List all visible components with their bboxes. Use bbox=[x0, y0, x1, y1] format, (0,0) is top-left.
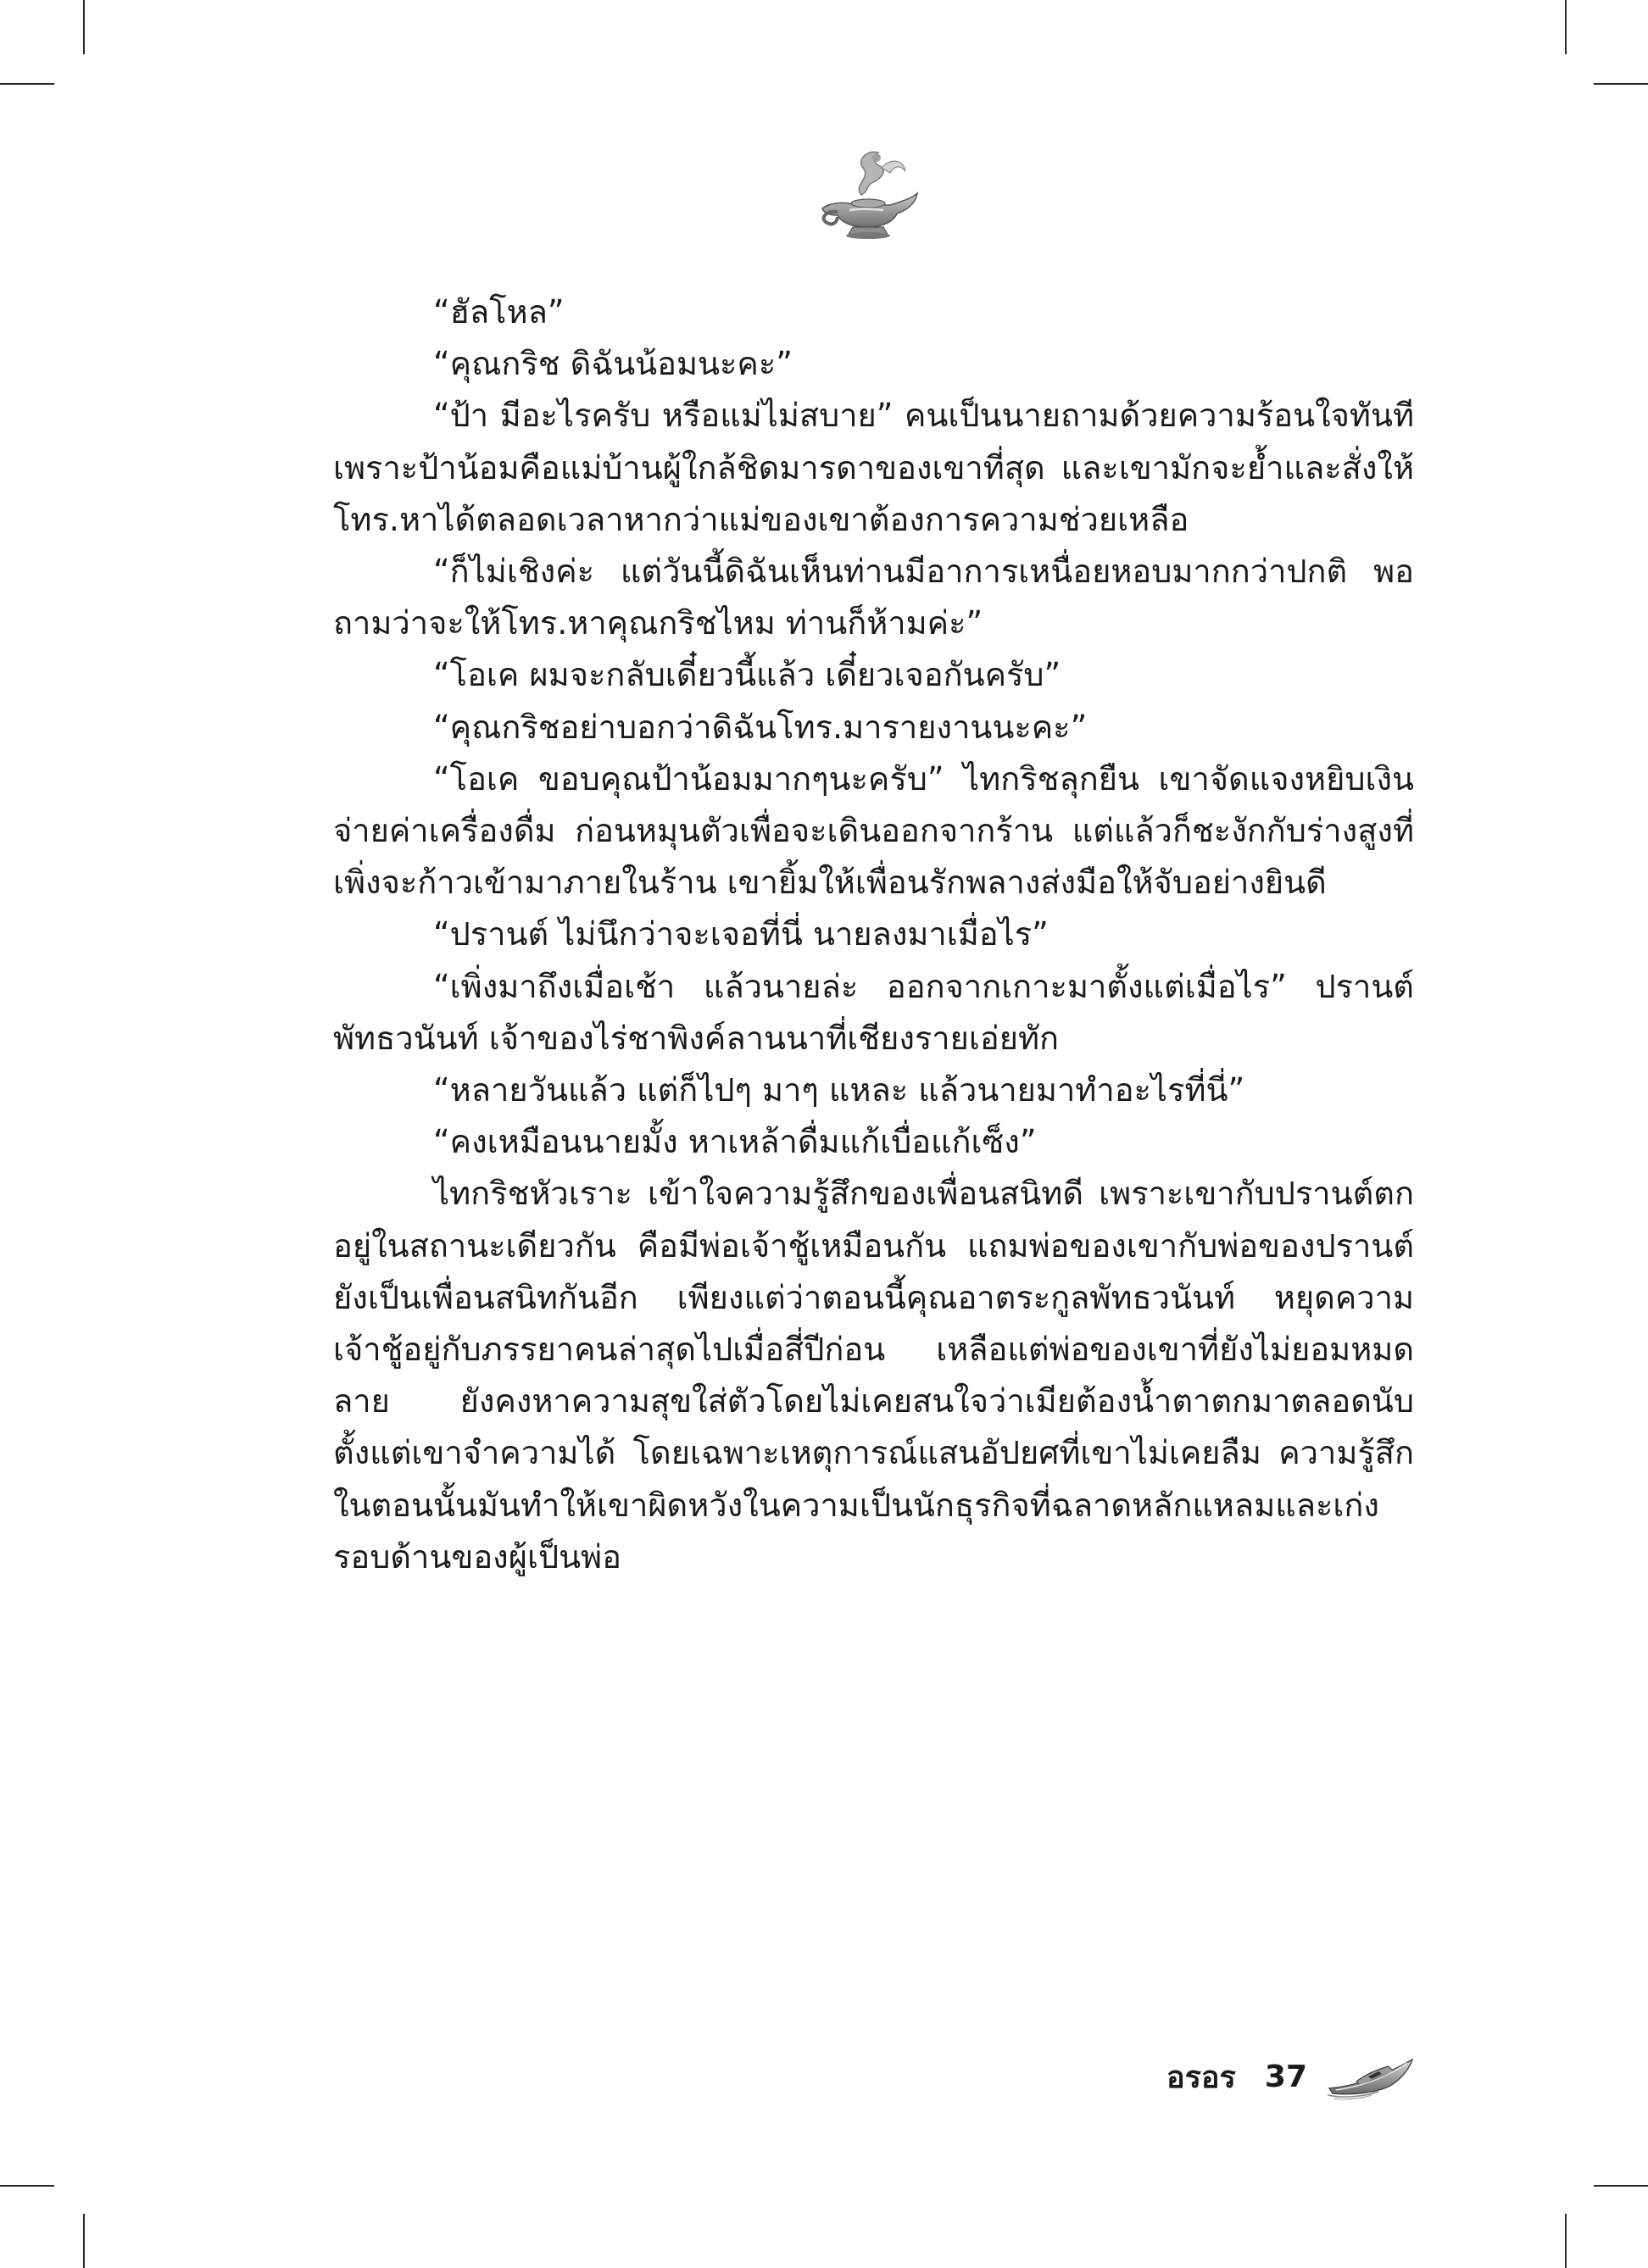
crop-mark bbox=[1565, 2214, 1567, 2268]
crop-mark bbox=[1594, 83, 1648, 85]
crop-mark bbox=[0, 83, 54, 85]
paragraph: “โอเค ผมจะกลับเดี๋ยวนี้แล้ว เดี๋ยวเจอกันครับ” bbox=[433, 656, 1061, 694]
paragraph: “คุณกริชอย่าบอกว่าดิฉันโทร.มารายงานนะคะ” bbox=[433, 708, 1088, 746]
paragraph: “ก็ไม่เชิงค่ะ แต่วันนี้ดิฉันเห็นท่านมีอาการเหนื่อยหอบมากกว่าปกติ พอถามว่าจะให้โทร.หาคุณกริชไหม ท่านก็ห้ามค่ะ” bbox=[333, 553, 1414, 642]
speedboat-icon bbox=[1326, 2053, 1416, 2100]
paragraph: “เพิ่งมาถึงเมื่อเช้า แล้วนายล่ะ ออกจากเกาะมาตั้งแต่เมื่อไร” ปรานต์ พัทธวนันท์ เจ้าของไร่ชาพิงค์ลานนาที่เชียงรายเอ่ยทัก bbox=[333, 967, 1414, 1057]
page-footer bbox=[1094, 2051, 1416, 2102]
crop-mark bbox=[1565, 0, 1567, 54]
author-name: อรอร bbox=[1166, 2060, 1236, 2095]
paragraph: ไทกริชหัวเราะ เข้าใจความรู้สึกของเพื่อนสนิทดี เพราะเขากับปรานต์ตกอยู่ในสถานะเดียวกัน คือมีพ่อเจ้าชู้เหมือนกัน แถมพ่อของเขากับพ่อของปรานต์ยังเป็นเพื่อนสนิทกันอีก เพียงแต่ว่าตอนนี้คุณอาตระกูลพัทธวนันท์ หยุดความเจ้าชู้อยู่กับภรรยาคนล่าสุดไปเมื่อสี่ปีก่อน เหลือแต่พ่อของเขาที่ยังไม่ยอมหมดลาย ยังคงหาความสุขใส่ตัวโดยไม่เคยสนใจว่าเมียต้องน้ำตาตกมาตลอดนับตั้งแต่เขาจำความได้ โดยเฉพาะเหตุการณ์แสนอัปยศที่เขาไม่เคยลืม ความรู้สึกในตอนนั้นมันทำให้เขาผิดหวังในความเป็นนักธุรกิจที่ฉลาดหลักแหลมและเก่งรอบด้านของผู้เป็นพ่อ bbox=[333, 1175, 1414, 1576]
paragraph: “ปรานต์ ไม่นึกว่าจะเจอที่นี่ นายลงมาเมื่อไร” bbox=[433, 915, 1049, 953]
genie-lamp-icon bbox=[812, 142, 922, 242]
paragraph: “คงเหมือนนายมั้ง หาเหล้าดื่มแก้เบื่อแก้เซ็ง” bbox=[433, 1123, 1037, 1161]
paragraph: “ป้า มีอะไรครับ หรือแม่ไม่สบาย” คนเป็นนายถามด้วยความร้อนใจทันที เพราะป้าน้อมคือแม่บ้านผู้ใกล้ชิดมารดาของเขาที่สุด และเขามักจะย้ำและสั่งให้โทร.หาได้ตลอดเวลาหากว่าแม่ของเขาต้องการความช่วยเหลือ bbox=[333, 397, 1414, 538]
paragraph: “ฮัลโหล” bbox=[433, 293, 565, 331]
page-number: 37 bbox=[1264, 2059, 1307, 2094]
body-text bbox=[333, 286, 1414, 1583]
paragraph: “โอเค ขอบคุณป้าน้อมมากๆนะครับ” ไทกริชลุกยืน เขาจัดแจงหยิบเงินจ่ายค่าเครื่องดื่ม ก่อนหมุนตัวเพื่อจะเดินออกจากร้าน แต่แล้วก็ชะงักกับร่างสูงที่เพิ่งจะก้าวเข้ามาภายในร้าน เขายิ้มให้เพื่อนรักพลางส่งมือให้จับอย่างยินดี bbox=[333, 759, 1414, 902]
crop-mark bbox=[1594, 2185, 1648, 2187]
crop-mark bbox=[0, 2185, 54, 2187]
paragraph: “หลายวันแล้ว แต่ก็ไปๆ มาๆ แหละ แล้วนายมาทำอะไรที่นี่” bbox=[433, 1071, 1245, 1109]
crop-mark bbox=[83, 2214, 85, 2268]
paragraph: “คุณกริช ดิฉันน้อมนะคะ” bbox=[433, 345, 793, 383]
crop-mark bbox=[83, 0, 85, 54]
